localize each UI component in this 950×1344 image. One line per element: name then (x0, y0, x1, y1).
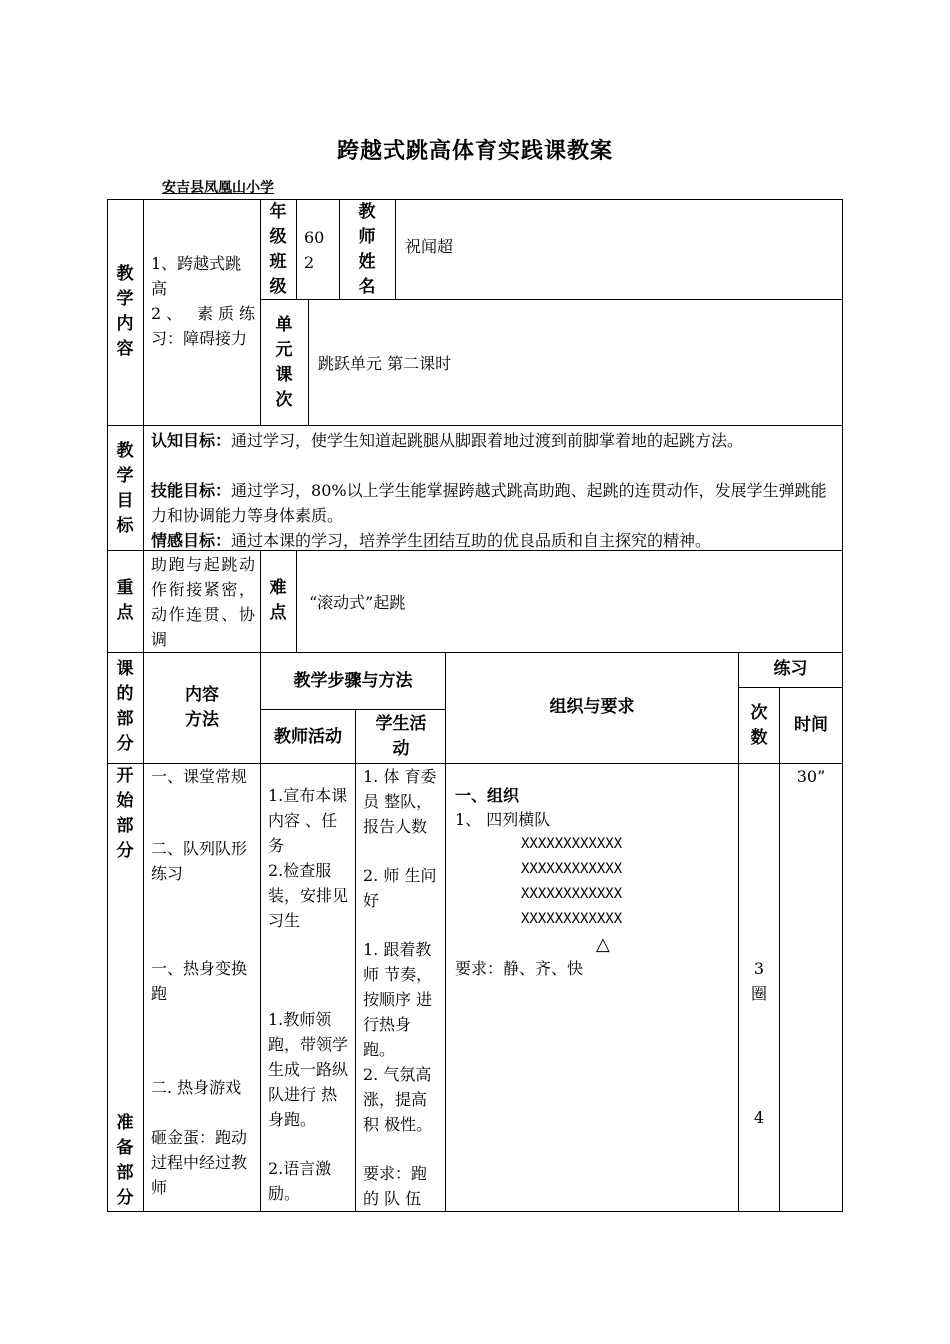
formation-row-4: XXXXXXXXXXXX (521, 911, 623, 927)
formation-row-3: XXXXXXXXXXXX (521, 886, 623, 902)
times-value-1: 3圈 (750, 959, 767, 1003)
practice-header: 练习 (773, 659, 808, 679)
student-header: 学生活动 (375, 714, 427, 759)
goal-cognitive-label: 认知目标： (151, 431, 232, 450)
part-start: 开始部分 (116, 766, 134, 861)
content-item-routine: 一、课堂常规 (151, 767, 248, 786)
part-header: 课的部分 (116, 659, 134, 754)
time-header: 时间 (794, 715, 828, 735)
lesson-plan-table (107, 199, 843, 1212)
content-item-formation: 二、队列队形练习 (151, 839, 248, 883)
org-item: 1、 四列横队 (455, 810, 551, 829)
times-value-2: 4 (753, 1108, 765, 1127)
goal-skill-label: 技能目标： (151, 481, 232, 500)
content-item-1: 1、跨越式跳高 (151, 254, 242, 298)
teacher-value: 祝闻超 (405, 237, 454, 256)
student-activity-2: 2. 师 生问好 (363, 866, 437, 910)
student-activity-5: 要求：跑的 队 伍 (363, 1164, 428, 1208)
part-prep: 准备部分 (116, 1113, 134, 1208)
content-header: 内容方法 (185, 685, 219, 730)
steps-header: 教学步骤与方法 (293, 671, 413, 691)
goal-emotion-label: 情感目标： (151, 531, 232, 550)
student-activity-1: 1. 体 育委 员 整队，报告人数 (363, 767, 437, 836)
content-item-warmup-run: 一、热身变换跑 (151, 959, 248, 1003)
org-requirement: 要求：静、齐、快 (455, 959, 584, 978)
diff-text: “滚动式”起跳 (309, 593, 406, 612)
key-text: 助跑与起跳动作衔接紧密，动作连贯、协调 (151, 555, 255, 649)
content-item-2: 2、 素质练习：障碍接力 (151, 304, 255, 348)
teacher-activity-2: 2.检查服装，安排见习生 (268, 861, 349, 930)
student-activity-3: 1. 跟着教 师 节奏，按顺序 进 行热身跑。 (363, 940, 433, 1059)
teacher-label: 教师姓名 (358, 202, 376, 297)
grade-label: 年级班级 (269, 202, 287, 297)
formation-row-2: XXXXXXXXXXXX (521, 861, 623, 877)
content-label: 教学内容 (116, 264, 134, 359)
org-title: 一、组织 (455, 786, 520, 805)
unit-label: 单元课次 (275, 315, 293, 410)
teacher-position-icon: △ (596, 934, 610, 955)
key-label: 重点 (116, 578, 134, 623)
goal-emotion-text: 通过本课的学习，培养学生团结互助的优良品质和自主探究的精神。 (231, 531, 712, 550)
times-header: 次数 (750, 703, 768, 748)
teacher-activity-3: 1.教师领跑，带领学生成一路纵队进行 热 身跑。 (268, 1010, 349, 1129)
content-item-game-desc: 砸金蛋：跑动过程中经过教师 (151, 1128, 248, 1197)
goals-label: 教学目标 (116, 441, 134, 536)
teacher-activity-4: 2.语言激励。 (268, 1159, 332, 1203)
diff-label: 难点 (269, 578, 287, 623)
teacher-activity-1: 1.宣布本课内容 、任务 (268, 786, 348, 855)
goal-cognitive (151, 428, 839, 453)
teacher-value-cell (395, 199, 843, 300)
content-item-warmup-game: 二. 热身游戏 (151, 1078, 242, 1097)
formation-row-1: XXXXXXXXXXXX (521, 836, 623, 852)
goal-cognitive-text: 通过学习，使学生知道起跳腿从脚跟着地过渡到前脚掌着地的起跳方法。 (231, 431, 744, 450)
page-title: 跨越式跳高体育实践课教案 (336, 139, 613, 164)
school-name: 安吉县凤凰山小学 (162, 180, 274, 196)
goal-skill (151, 478, 839, 528)
goal-skill-text: 通过学习，80%以上学生能掌握跨越式跳高助跑、起跳的连贯动作，发展学生弹跳能力和协调能力等身体素质。 (151, 481, 827, 525)
teacher-header: 教师活动 (274, 727, 342, 747)
org-header: 组织与要求 (549, 697, 635, 717)
student-activity-4: 2. 气氛高涨，提高 积 极性。 (363, 1065, 433, 1134)
unit-value: 跳跃单元 第二课时 (318, 354, 452, 373)
time-body-cell (779, 763, 843, 1212)
time-value-1: 30” (796, 767, 826, 786)
grade-value: 602 (304, 228, 325, 272)
